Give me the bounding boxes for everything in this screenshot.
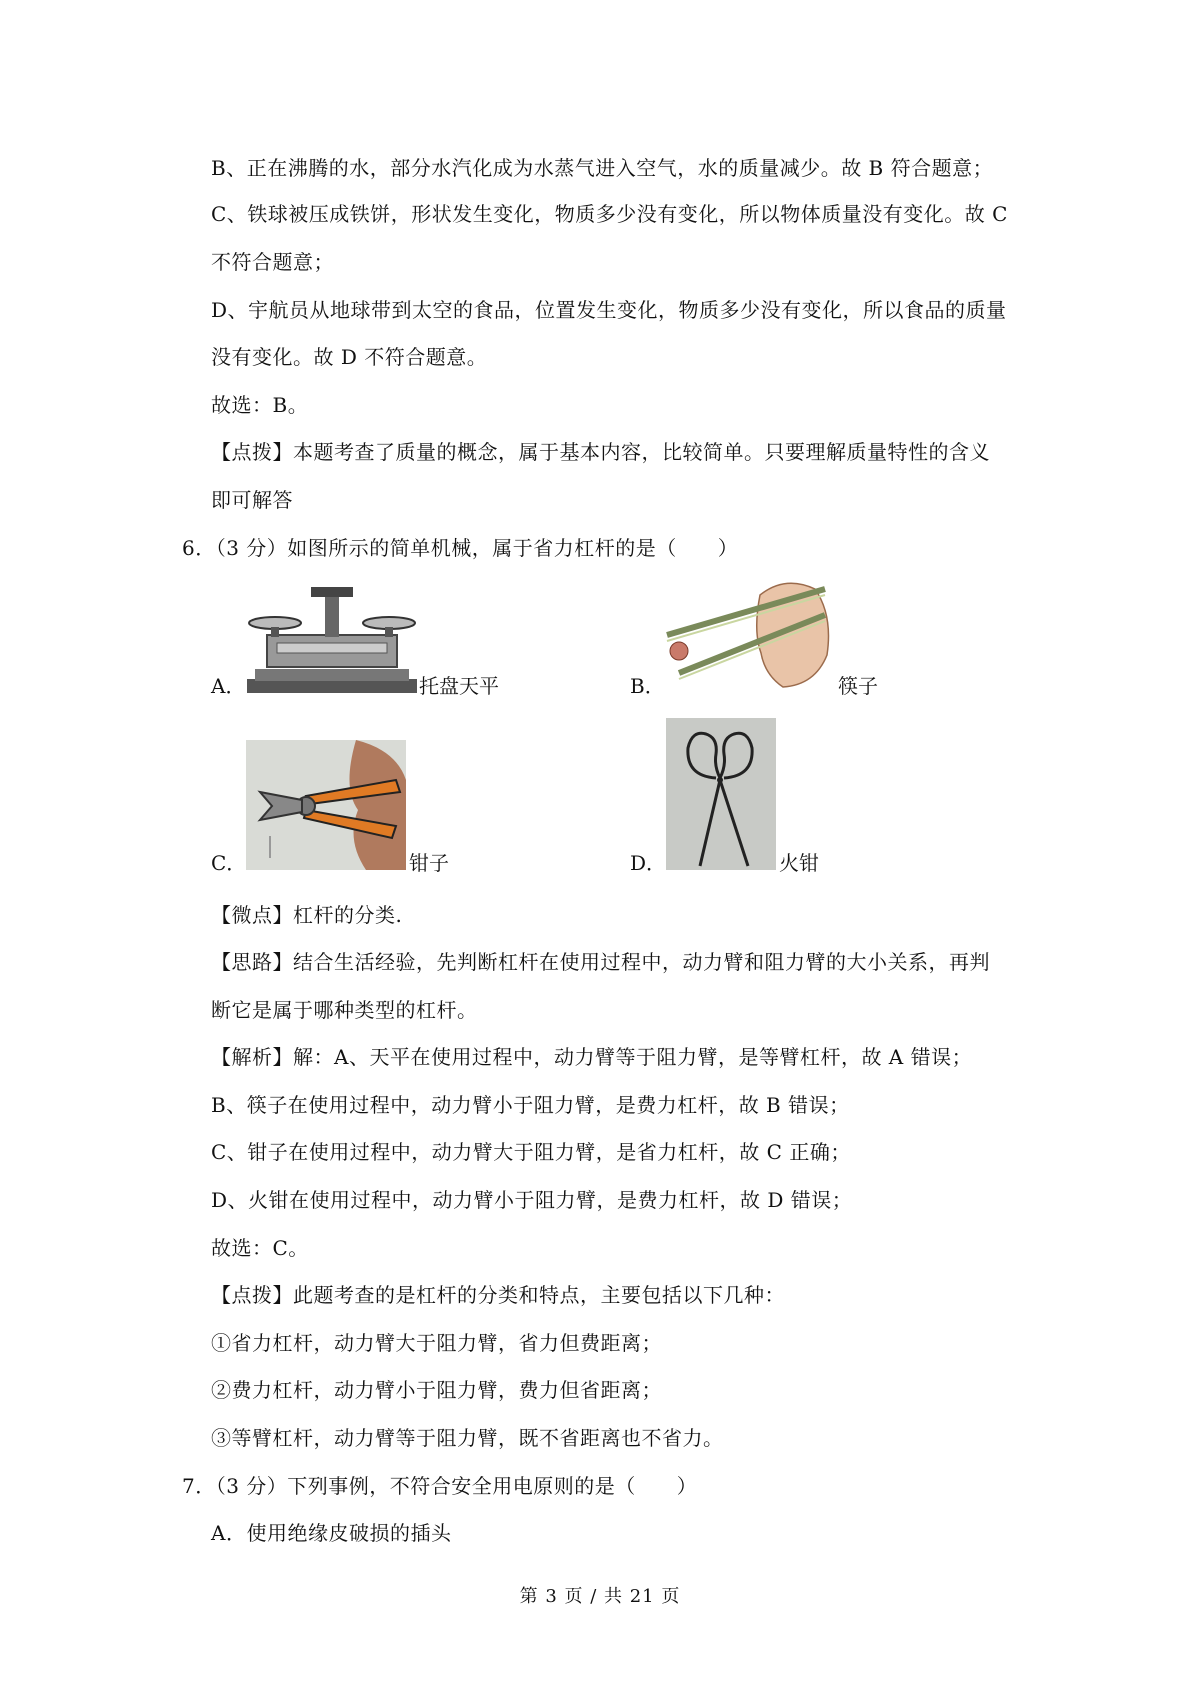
dianbo-text: 【点拨】此题考查的是杠杆的分类和特点，主要包括以下几种： bbox=[211, 1283, 785, 1307]
chopsticks-image bbox=[665, 575, 835, 693]
text-line: C、铁球被压成铁饼，形状发生变化，物质多少没有变化，所以物体质量没有变化。故 C bbox=[211, 202, 1008, 226]
weidian-heading: 【微点】杠杆的分类. bbox=[211, 903, 403, 927]
option-c-letter: C． bbox=[211, 851, 247, 875]
text-line: 没有变化。故 D 不符合题意。 bbox=[211, 345, 488, 369]
jiexi-text: D、火钳在使用过程中，动力臂小于阻力臂，是费力杠杆，故 D 错误； bbox=[211, 1188, 853, 1212]
option-a-letter: A． bbox=[211, 674, 246, 698]
jiexi-text: 【解析】解：A、天平在使用过程中，动力臂等于阻力臂，是等臂杠杆，故 A 错误； bbox=[211, 1045, 973, 1069]
page-number: 第 3 页 / 共 21 页 bbox=[519, 1586, 681, 1607]
balance-scale-image bbox=[247, 585, 417, 695]
question-6-stem: 6．（3 分）如图所示的简单机械，属于省力杠杆的是（ ） bbox=[182, 536, 739, 560]
text-line: 故选：B。 bbox=[211, 393, 309, 417]
question-7-option-a: A．使用绝缘皮破损的插头 bbox=[211, 1521, 452, 1545]
dianbo-text: ③等臂杠杆，动力臂等于阻力臂，既不省距离也不省力。 bbox=[211, 1426, 724, 1450]
option-b-letter: B． bbox=[630, 674, 665, 698]
text-line: 即可解答 bbox=[211, 488, 293, 512]
text-line: 【点拨】本题考查了质量的概念，属于基本内容，比较简单。只要理解质量特性的含义 bbox=[211, 440, 990, 464]
option-d-letter: D． bbox=[630, 851, 667, 875]
jiexi-text: B、筷子在使用过程中，动力臂小于阻力臂，是费力杠杆，故 B 错误； bbox=[211, 1093, 850, 1117]
text-line: 不符合题意； bbox=[211, 250, 334, 274]
pliers-image bbox=[246, 740, 406, 870]
option-c-name: 钳子 bbox=[409, 851, 449, 875]
jiexi-text: C、钳子在使用过程中，动力臂大于阻力臂，是省力杠杆，故 C 正确； bbox=[211, 1140, 851, 1164]
answer-text: 故选：C。 bbox=[211, 1236, 309, 1260]
dianbo-text: ②费力杠杆，动力臂小于阻力臂，费力但省距离； bbox=[211, 1378, 662, 1402]
question-7-stem: 7．（3 分）下列事例，不符合安全用电原则的是（ ） bbox=[182, 1474, 698, 1498]
fire-tongs-image bbox=[666, 718, 776, 870]
silu-text: 【思路】结合生活经验，先判断杠杆在使用过程中，动力臂和阻力臂的大小关系，再判 bbox=[211, 950, 990, 974]
option-d-name: 火钳 bbox=[779, 851, 819, 875]
text-line: D、宇航员从地球带到太空的食品，位置发生变化，物质多少没有变化，所以食品的质量 bbox=[211, 298, 1007, 322]
text-line: B、正在沸腾的水，部分水汽化成为水蒸气进入空气，水的质量减少。故 B 符合题意； bbox=[211, 156, 994, 180]
option-a-name: 托盘天平 bbox=[419, 674, 499, 698]
option-b-name: 筷子 bbox=[838, 674, 878, 698]
dianbo-text: ①省力杠杆，动力臂大于阻力臂，省力但费距离； bbox=[211, 1331, 662, 1355]
silu-text: 断它是属于哪种类型的杠杆。 bbox=[211, 998, 478, 1022]
